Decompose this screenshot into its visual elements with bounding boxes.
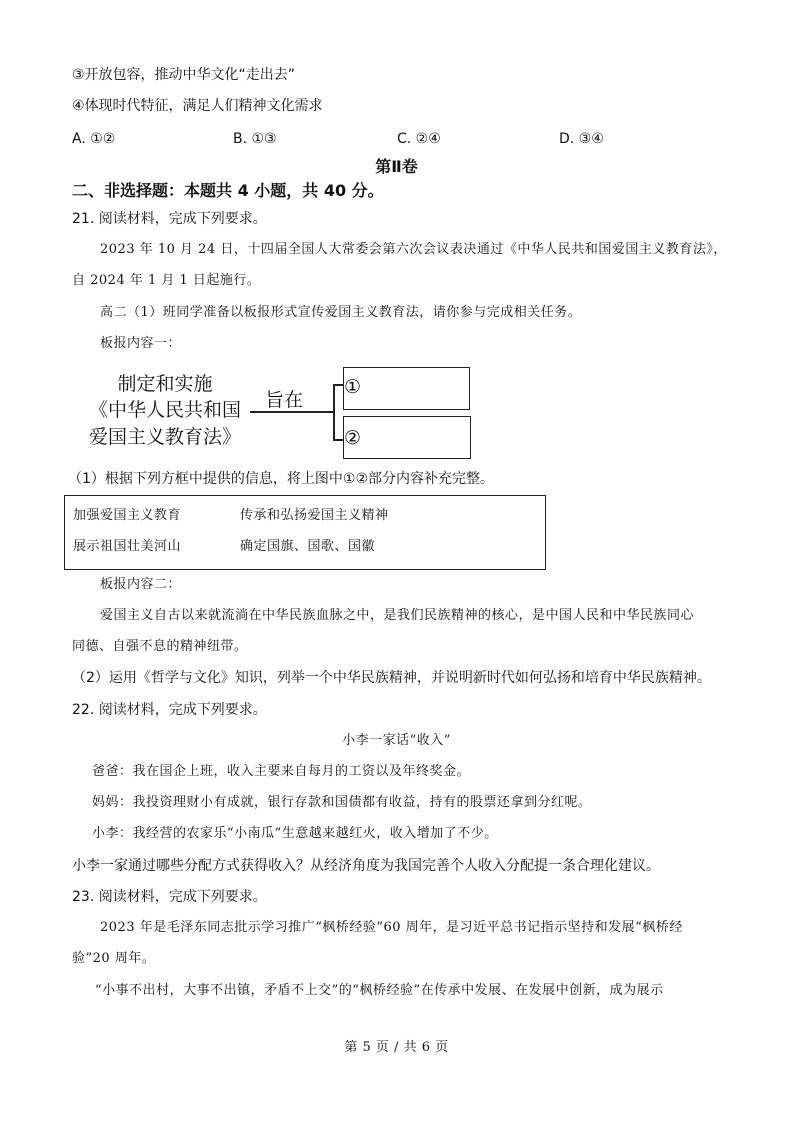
task-1: （1）根据下列方框中提供的信息，将上图中①②部分内容补充完整。 [68,471,495,487]
choice-b: B. ①③ [233,131,277,147]
diagram-connector-label: 旨在 [265,389,304,411]
q22-stem: 22. 阅读材料，完成下列要求。 [72,702,267,718]
q21-para3-line2: 同德、自强不息的精神纽带。 [72,639,248,654]
q23-para2-line1: “小事不出村，大事不出镇，矛盾不上交”的“枫桥经验”在传承中发展、在发展中创新，成为展示 [95,983,664,998]
page-footer: 第 5 页 / 共 6 页 [344,1040,449,1055]
choice-c: C. ②④ [397,131,441,147]
choice-a: A. ①② [72,131,116,147]
q21-para3-line1: 爱国主义自古以来就流淌在中华民族血脉之中，是我们民族精神的核心，是中国人民和中华民族同心 [100,608,695,623]
diagram-left-line3: 爱国主义教育法》 [88,426,241,448]
info-item: 加强爱国主义教育 [73,508,182,523]
section-title: 第Ⅱ卷 [375,157,418,176]
q22-xiaoli: 小李：我经营的农家乐“小南瓜”生意越来越红火，收入增加了不少。 [92,826,498,841]
choice-d: D. ③④ [559,131,604,147]
q22-dad: 爸爸：我在国企上班，收入主要来自每月的工资以及年终奖金。 [92,764,471,779]
diagram-box-2 [343,416,471,459]
q22-title: 小李一家话“收入” [342,733,451,748]
q21-para1-line1: 2023 年 10 月 24 日，十四届全国人大常委会第六次会议表决通过《中华人民共和国爱国主义教育法》， [100,242,727,257]
connector-line [250,411,334,413]
box-1-label: ① [344,376,362,398]
info-item: 展示祖国壮美河山 [73,539,182,554]
q23-stem: 23. 阅读材料，完成下列要求。 [72,889,267,905]
option-4: ④体现时代特征，满足人们精神文化需求 [72,98,323,114]
section-heading: 二、非选择题：本题共 4 小题，共 40 分。 [72,181,384,200]
diagram-left-line1: 制定和实施 [117,373,213,395]
board2-label: 板报内容二： [100,577,182,592]
diagram-left-line2: 《中华人民共和国 [88,399,241,421]
bracket-line [333,384,335,440]
info-item: 传承和弘扬爱国主义精神 [240,508,389,523]
bracket-top [333,384,343,386]
info-box [64,495,546,570]
q21-para1-line2: 自 2024 年 1 月 1 日起施行。 [72,273,261,288]
diagram-box-1 [343,367,470,410]
option-3: ③开放包容，推动中华文化“走出去” [72,67,296,83]
bracket-bottom [333,439,343,441]
box-2-label: ② [344,427,362,449]
q21-para2: 高二（1）班同学准备以板报形式宣传爱国主义教育法，请你参与完成相关任务。 [100,305,582,320]
q23-para1-line1: 2023 年是毛泽东同志批示学习推广“枫桥经验”60 周年，是习近平总书记指示坚持和发展“枫桥经 [100,920,683,935]
q23-para1-line2: 验”20 周年。 [72,951,156,966]
info-item: 确定国旗、国歌、国徽 [240,539,376,554]
q22-question: 小李一家通过哪些分配方式获得收入？从经济角度为我国完善个人收入分配提一条合理化建议。 [72,858,660,874]
task-2: （2）运用《哲学与文化》知识，列举一个中华民族精神，并说明新时代如何弘扬和培育中华民族精神。 [72,670,711,686]
board1-label: 板报内容一： [100,336,182,351]
q21-stem: 21. 阅读材料，完成下列要求。 [72,211,267,227]
q22-mom: 妈妈：我投资理财小有成就，银行存款和国债都有收益，持有的股票还拿到分红呢。 [92,795,592,810]
